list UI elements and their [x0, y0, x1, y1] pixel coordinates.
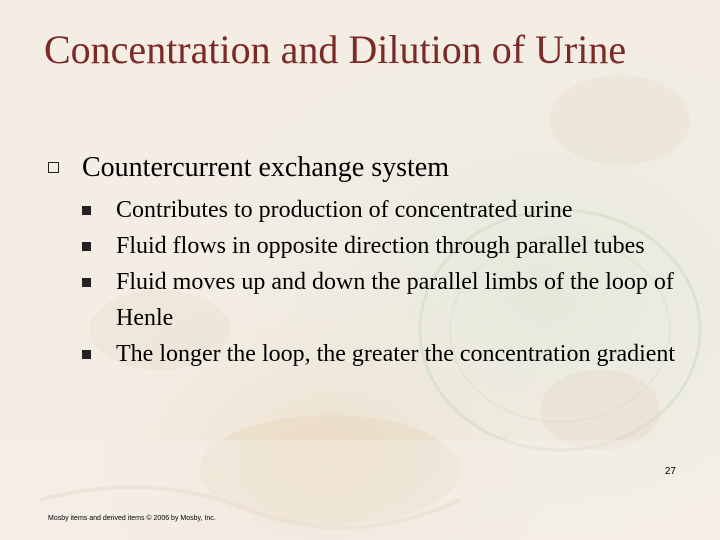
square-bullet-icon	[82, 206, 91, 215]
sub-bullet-item	[44, 192, 676, 228]
sub-bullet-text: Fluid flows in opposite direction through parallel tubes	[116, 233, 645, 259]
hollow-square-bullet-icon	[48, 162, 59, 173]
square-bullet-icon	[82, 242, 91, 251]
sub-bullet-item	[44, 264, 676, 336]
sub-bullet-text: Fluid moves up and down the parallel limbs of the loop of Henle	[116, 269, 674, 331]
sub-bullet-text: Contributes to production of concentrated urine	[116, 197, 573, 223]
sub-bullet-item	[44, 336, 676, 372]
sub-bullet-text: The longer the loop, the greater the concentration gradient	[116, 341, 676, 367]
slide-title: Concentration and Dilution of Urine	[44, 27, 627, 72]
bullet-text: Countercurrent exchange system	[82, 152, 449, 183]
bullet-item	[44, 150, 694, 186]
copyright-footer: Mosby items and derived items © 2006 by Mosby, Inc.	[48, 515, 216, 522]
bullet-list	[44, 150, 694, 372]
page-number: 27	[664, 466, 676, 477]
square-bullet-icon	[82, 350, 91, 359]
sub-bullet-item	[44, 228, 676, 264]
square-bullet-icon	[82, 278, 91, 287]
sub-bullet-list	[44, 192, 694, 372]
